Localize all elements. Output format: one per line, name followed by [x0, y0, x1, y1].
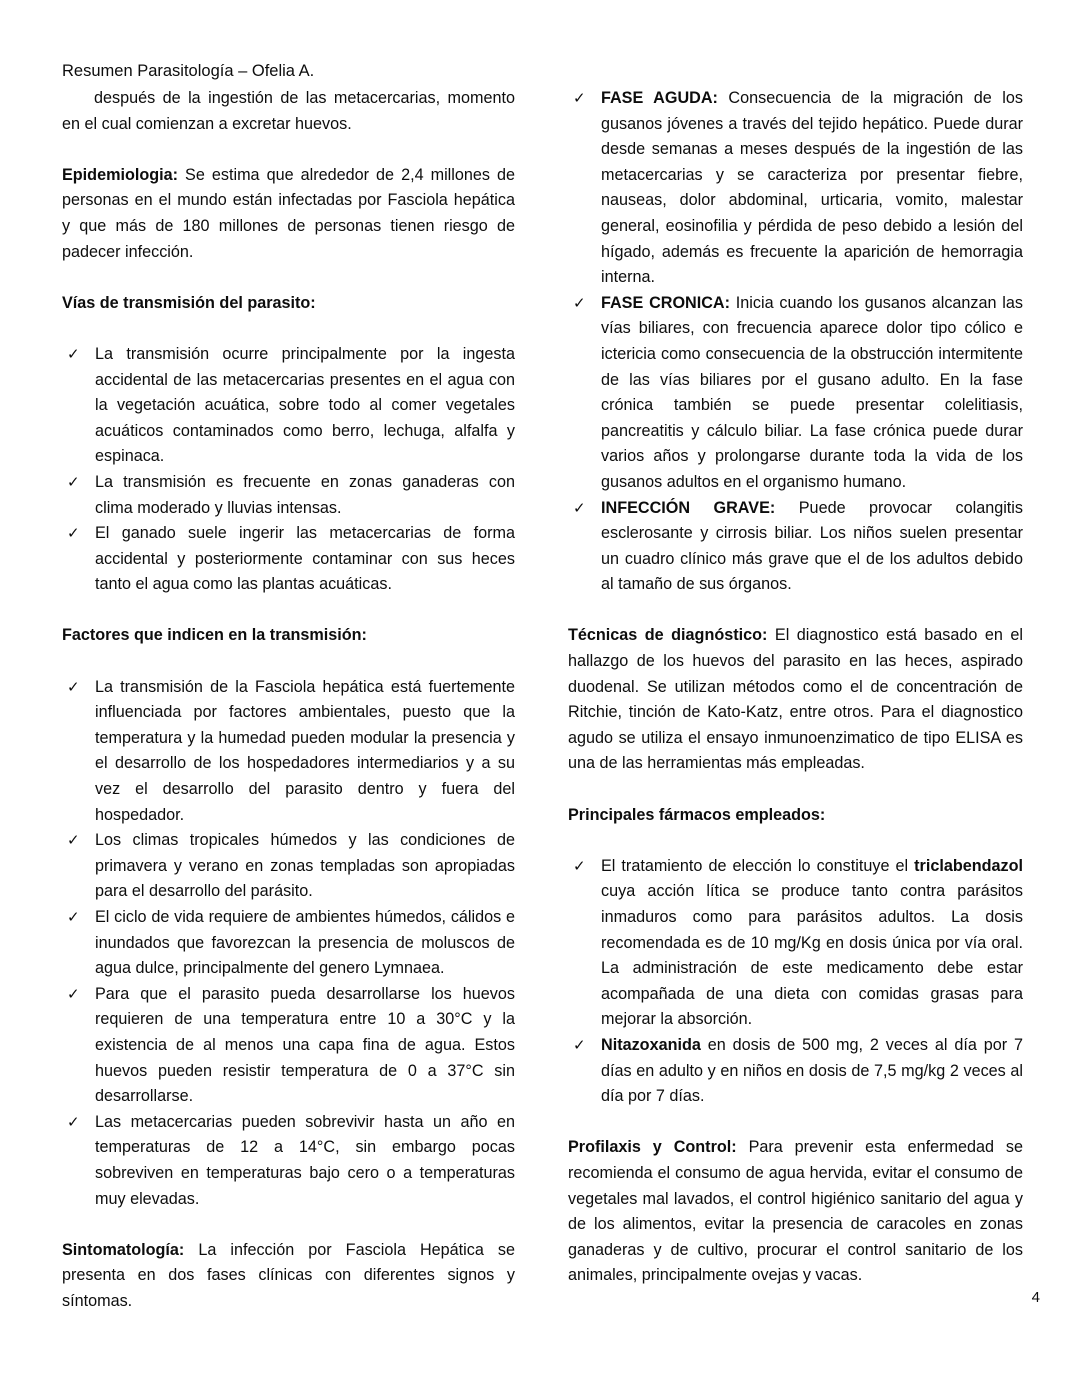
list-item — [62, 521, 515, 598]
list-item — [62, 675, 515, 829]
check-icon: ✓ — [67, 985, 80, 1003]
sintomatologia-body: La infección por Fasciola Hepática se presenta en dos fases clínicas con diferentes signos y síntomas. — [62, 1240, 515, 1310]
list-item-post: cuya acción lítica se produce tanto contra parásitos inmaduros como para parásitos adultos. La dosis recomendada es de 10 mg/Kg en dosis única por vía oral. La administración de este medicamento debe estar acompañada de una dieta con comidas grasas para mejorar la absorción. — [601, 882, 1023, 1029]
list-item — [568, 86, 1023, 291]
sintomatologia-paragraph — [62, 1238, 515, 1315]
list-item-lead: FASE AGUDA: — [601, 89, 718, 107]
check-icon: ✓ — [67, 525, 80, 543]
factores-list — [62, 675, 515, 1212]
list-item-text: Para que el parasito pueda desarrollarse los huevos requieren de una temperatura entre 10 a 30°C y la existencia de al menos una capa fina de agua. Estos huevos pueden resistir temperatura de 0 a 37°C sin desarrollarse. — [95, 984, 515, 1106]
spacer — [62, 598, 515, 624]
fases-list — [568, 86, 1023, 598]
tecnicas-label: Técnicas de diagnóstico: — [568, 626, 768, 645]
list-item-text: La transmisión de la Fasciola hepática está fuertemente influenciada por factores ambientales, puesto que la temperatura y la humedad pueden modular la presencia y el desarrollo de los hospedadores intermediarios y a su vez el desarrollo del parasito dentro y fuera del hospedador. — [95, 677, 515, 824]
spacer — [62, 137, 515, 163]
list-item-text: Las metacercarias pueden sobrevivir hasta un año en temperaturas de 12 a 14°C, sin embargo pocas sobreviven en temperaturas bajo cero o a temperaturas muy elevadas. — [95, 1112, 515, 1208]
factores-heading: Factores que indicen en la transmisión: — [62, 626, 367, 645]
check-icon: ✓ — [67, 909, 80, 926]
check-icon: ✓ — [67, 678, 80, 696]
list-item — [568, 854, 1023, 1033]
list-item-text: Consecuencia de la migración de los gusanos jóvenes a través del tejido hepático. Puede durar desde semanas a meses después de la ingestión de las metacercarias y se caracteriza por presentar fiebre, nauseas, dolor abdominal, urticaria, vomito, malestar general, eosinofilia y pérdida de peso debido a lesión del hígado, además es frecuente la aparición de hemorragia interna. — [601, 89, 1023, 287]
list-item — [62, 1110, 515, 1212]
list-item-text: El ciclo de vida requiere de ambientes húmedos, cálidos e inundados que favorezcan la presencia de moluscos de agua dulce, principalmente del genero Lymnaea. — [95, 908, 515, 978]
list-item-text: Inicia cuando los gusanos alcanzan las vías biliares, con frecuencia aparece dolor tipo cólico e ictericia como consecuencia de la obstrucción intermitente de las vías biliares por el gusano adulto. En la fase crónica también se puede presentar colelitiasis, pancreatitis y cálculo biliar. La fase crónica puede durar varios años y prolongarse durante toda la vida de los gusanos adultos en el organismo humano. — [601, 293, 1023, 491]
check-icon: ✓ — [573, 857, 586, 875]
spacer — [568, 828, 1023, 854]
check-icon: ✓ — [573, 294, 586, 312]
farmacos-heading: Principales fármacos empleados: — [568, 805, 826, 824]
list-item — [62, 342, 515, 470]
profilaxis-label: Profilaxis y Control: — [568, 1138, 737, 1157]
spacer — [62, 316, 515, 342]
list-item-text: El ganado suele ingerir las metacercarias de forma accidental y posteriormente contaminar con sus heces tanto el agua como las plantas acuáticas. — [95, 524, 515, 594]
list-item — [568, 496, 1023, 598]
check-icon: ✓ — [67, 473, 80, 491]
spacer — [568, 598, 1023, 624]
spacer — [62, 265, 515, 291]
list-item-lead: INFECCIÓN GRAVE: — [601, 498, 776, 517]
tecnicas-body: El diagnostico está basado en el hallazgo de los huevos del parasito en las heces, aspirado duodenal. Se utilizan métodos como el de concentración de Ritchie, tinción de Kato-Katz, entre otros. Para el diagnostico agudo se utiliza el ensayo inmunoenzimatico de tipo ELISA es una de las herramientas más empleadas. — [568, 626, 1023, 773]
list-item-text: Los climas tropicales húmedos y las condiciones de primavera y verano en zonas templadas son apropiadas para el desarrollo del parásito. — [95, 831, 515, 901]
epidemiologia-label: Epidemiologia: — [62, 165, 179, 184]
page-number: 4 — [1031, 1289, 1040, 1306]
epidemiologia-paragraph — [62, 163, 515, 265]
list-item-lead: FASE CRONICA: — [601, 293, 730, 312]
check-icon: ✓ — [573, 499, 586, 517]
profilaxis-body: Para prevenir esta enfermedad se recomienda el consumo de agua hervida, evitar el consumo de vegetales mal lavados, el control higiénico sanitario del agua y de los alimentos, evitar la presencia de caracoles en zonas ganaderas y de cultivo, procurar el control sanitario de los animales, principalmente ovejas y vacas. — [568, 1138, 1024, 1285]
right-column — [568, 86, 1023, 1289]
tecnicas-paragraph — [568, 623, 1023, 777]
spacer — [62, 1212, 515, 1238]
list-item — [62, 905, 515, 982]
opening-paragraph: después de la ingestión de las metacercarias, momento en el cual comienzan a excretar huevos. — [62, 89, 515, 133]
farmacos-list — [568, 854, 1023, 1110]
sintomatologia-label: Sintomatología: — [62, 1240, 185, 1259]
vias-list — [62, 342, 515, 598]
drug-name: triclabendazol — [914, 856, 1023, 875]
list-item — [62, 982, 515, 1110]
list-item — [568, 1033, 1023, 1110]
spacer — [62, 649, 515, 675]
vias-heading: Vías de transmisión del parasito: — [62, 293, 316, 312]
check-icon: ✓ — [67, 345, 80, 363]
list-item — [62, 470, 515, 521]
check-icon: ✓ — [573, 90, 586, 107]
check-icon: ✓ — [67, 1113, 80, 1131]
list-item — [62, 828, 515, 905]
list-item-text: Puede provocar colangitis esclerosante y cirrosis biliar. Los niños suelen presentar un cuadro clínico más grave que el de los adultos debido al tamaño de sus órganos. — [601, 498, 1023, 594]
spacer — [568, 777, 1023, 803]
profilaxis-paragraph — [568, 1135, 1023, 1289]
list-item-post: en dosis de 500 mg, 2 veces al día por 7 días en adulto y en niños en dosis de 7,5 mg/kg 2 veces al día por 7 días. — [601, 1035, 1023, 1106]
drug-name: Nitazoxanida — [601, 1035, 701, 1054]
check-icon: ✓ — [67, 832, 80, 850]
list-item-text: La transmisión ocurre principalmente por la ingesta accidental de las metacercarias presentes en el agua con la vegetación acuática, sobre todo al comer vegetales acuáticos contaminados como berro, lechuga, alfalfa y espinaca. — [95, 344, 515, 466]
left-column — [62, 86, 515, 1315]
list-item — [568, 291, 1023, 496]
list-item-text: La transmisión es frecuente en zonas ganaderas con clima moderado y lluvias intensas. — [95, 472, 515, 517]
spacer — [568, 1110, 1023, 1136]
epidemiologia-body: Se estima que alrededor de 2,4 millones de personas en el mundo están infectadas por Fasciola hepática y que más de 180 millones de personas tienen riesgo de padecer infección. — [62, 165, 515, 261]
check-icon: ✓ — [573, 1036, 586, 1054]
document-header: Resumen Parasitología – Ofelia A. — [62, 62, 315, 80]
list-item-pre: El tratamiento de elección lo constituye el — [601, 856, 915, 875]
